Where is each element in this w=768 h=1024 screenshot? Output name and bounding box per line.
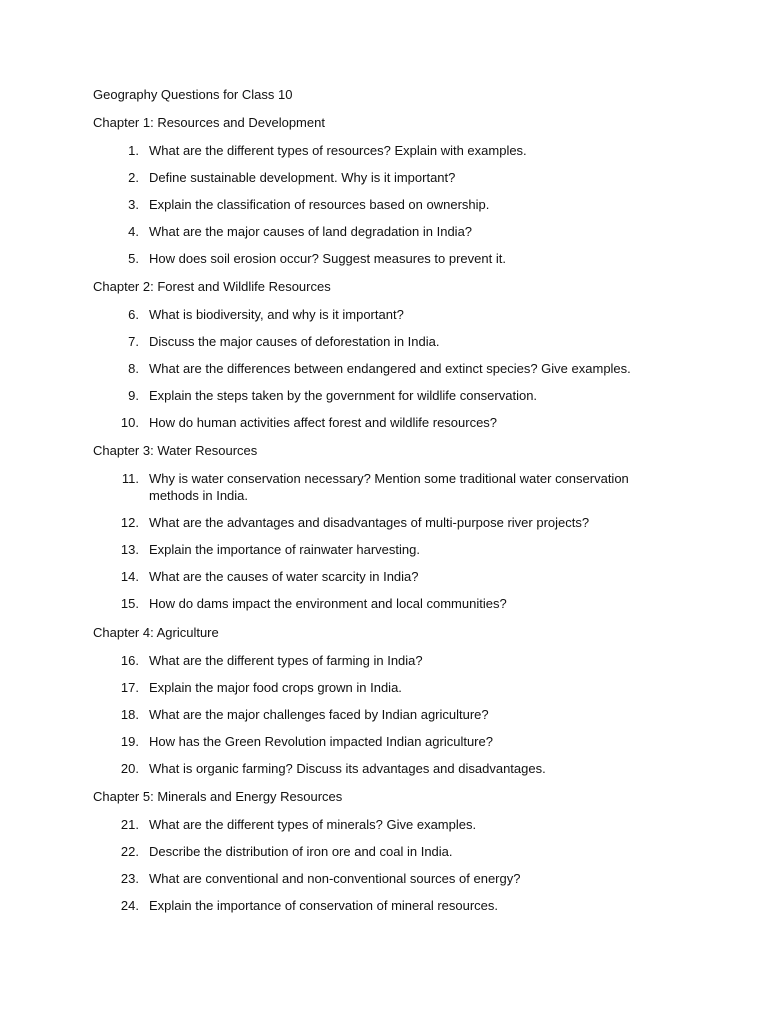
question-item	[93, 196, 733, 213]
question-number: 23.	[120, 871, 139, 886]
question-number: 1.	[128, 143, 139, 158]
question-item	[93, 568, 733, 585]
question-number: 4.	[128, 224, 139, 239]
question-text: Why is water conservation necessary? Mention some traditional water conservation methods in India.	[149, 471, 629, 503]
question-text: What are the major challenges faced by Indian agriculture?	[149, 707, 489, 722]
question-text: Explain the major food crops grown in India.	[149, 680, 402, 695]
question-text: What are the different types of minerals? Give examples.	[149, 817, 477, 832]
question-number: 3.	[128, 197, 139, 212]
question-number: 2.	[128, 170, 139, 185]
question-item	[93, 870, 733, 887]
question-item	[93, 250, 733, 267]
question-number: 7.	[128, 334, 139, 349]
question-number: 19.	[120, 734, 139, 749]
question-item	[93, 169, 733, 186]
question-item	[93, 333, 733, 350]
question-item	[93, 733, 733, 750]
question-text: What are the different types of farming in India?	[149, 653, 423, 668]
question-text: What is biodiversity, and why is it important?	[149, 307, 404, 322]
question-list	[93, 470, 733, 612]
question-list	[93, 652, 733, 777]
question-text: What are the different types of resources? Explain with examples.	[149, 143, 527, 158]
question-text: What are the advantages and disadvantages of multi-purpose river projects?	[149, 515, 590, 530]
question-item	[93, 843, 733, 860]
question-text: How does soil erosion occur? Suggest measures to prevent it.	[149, 251, 506, 266]
chapter-heading: Chapter 2: Forest and Wildlife Resources	[93, 279, 331, 294]
question-item	[93, 816, 733, 833]
question-item	[93, 541, 733, 558]
question-item	[93, 760, 733, 777]
question-text: What are conventional and non-conventional sources of energy?	[149, 871, 521, 886]
chapter-heading: Chapter 4: Agriculture	[93, 625, 219, 640]
question-text: What is organic farming? Discuss its advantages and disadvantages.	[149, 761, 546, 776]
question-item	[93, 387, 733, 404]
question-item	[93, 470, 733, 504]
chapter-heading: Chapter 1: Resources and Development	[93, 115, 325, 130]
question-number: 22.	[120, 844, 139, 859]
question-number: 21.	[120, 817, 139, 832]
question-item	[93, 897, 733, 914]
question-item	[93, 679, 733, 696]
question-item	[93, 652, 733, 669]
question-number: 11.	[121, 471, 139, 486]
document-title: Geography Questions for Class 10	[93, 87, 293, 102]
question-item	[93, 360, 733, 377]
question-number: 14.	[120, 569, 139, 584]
question-item	[93, 414, 733, 431]
question-number: 12.	[120, 515, 139, 530]
question-item	[93, 142, 733, 159]
question-text: Explain the importance of rainwater harvesting.	[149, 542, 420, 557]
chapter-section-5	[93, 789, 733, 924]
question-text: How do dams impact the environment and local communities?	[149, 596, 507, 611]
question-number: 16.	[120, 653, 139, 668]
chapter-heading: Chapter 5: Minerals and Energy Resources	[93, 789, 343, 804]
question-list	[93, 142, 733, 267]
question-number: 18.	[120, 707, 139, 722]
question-text: Explain the steps taken by the government for wildlife conservation.	[149, 388, 538, 403]
question-number: 13.	[120, 542, 139, 557]
question-text: What are the differences between endangered and extinct species? Give examples.	[149, 361, 631, 376]
question-text: Describe the distribution of iron ore and coal in India.	[149, 844, 453, 859]
chapter-section-1	[93, 115, 733, 277]
question-number: 5.	[128, 251, 139, 266]
question-text: Explain the classification of resources based on ownership.	[149, 197, 490, 212]
question-text: How do human activities affect forest and wildlife resources?	[149, 415, 498, 430]
chapter-heading: Chapter 3: Water Resources	[93, 443, 258, 458]
question-text: Discuss the major causes of deforestation in India.	[149, 334, 440, 349]
question-number: 24.	[120, 898, 139, 913]
question-item	[93, 306, 733, 323]
question-text: What are the causes of water scarcity in India?	[149, 569, 419, 584]
question-number: 10.	[120, 415, 139, 430]
chapter-section-2	[93, 279, 733, 441]
question-number: 6.	[128, 307, 139, 322]
question-number: 15.	[120, 596, 139, 611]
question-list	[93, 306, 733, 431]
question-number: 8.	[128, 361, 139, 376]
question-number: 9.	[128, 388, 139, 403]
question-item	[93, 706, 733, 723]
chapter-section-4	[93, 625, 733, 787]
question-list	[93, 816, 733, 914]
question-text: What are the major causes of land degradation in India?	[149, 224, 473, 239]
question-item	[93, 595, 733, 612]
chapter-section-3	[93, 443, 733, 622]
question-item	[93, 514, 733, 531]
question-text: Define sustainable development. Why is it important?	[149, 170, 456, 185]
question-text: Explain the importance of conservation of mineral resources.	[149, 898, 499, 913]
question-item	[93, 223, 733, 240]
question-text: How has the Green Revolution impacted Indian agriculture?	[149, 734, 493, 749]
question-number: 20.	[120, 761, 139, 776]
question-number: 17.	[120, 680, 139, 695]
